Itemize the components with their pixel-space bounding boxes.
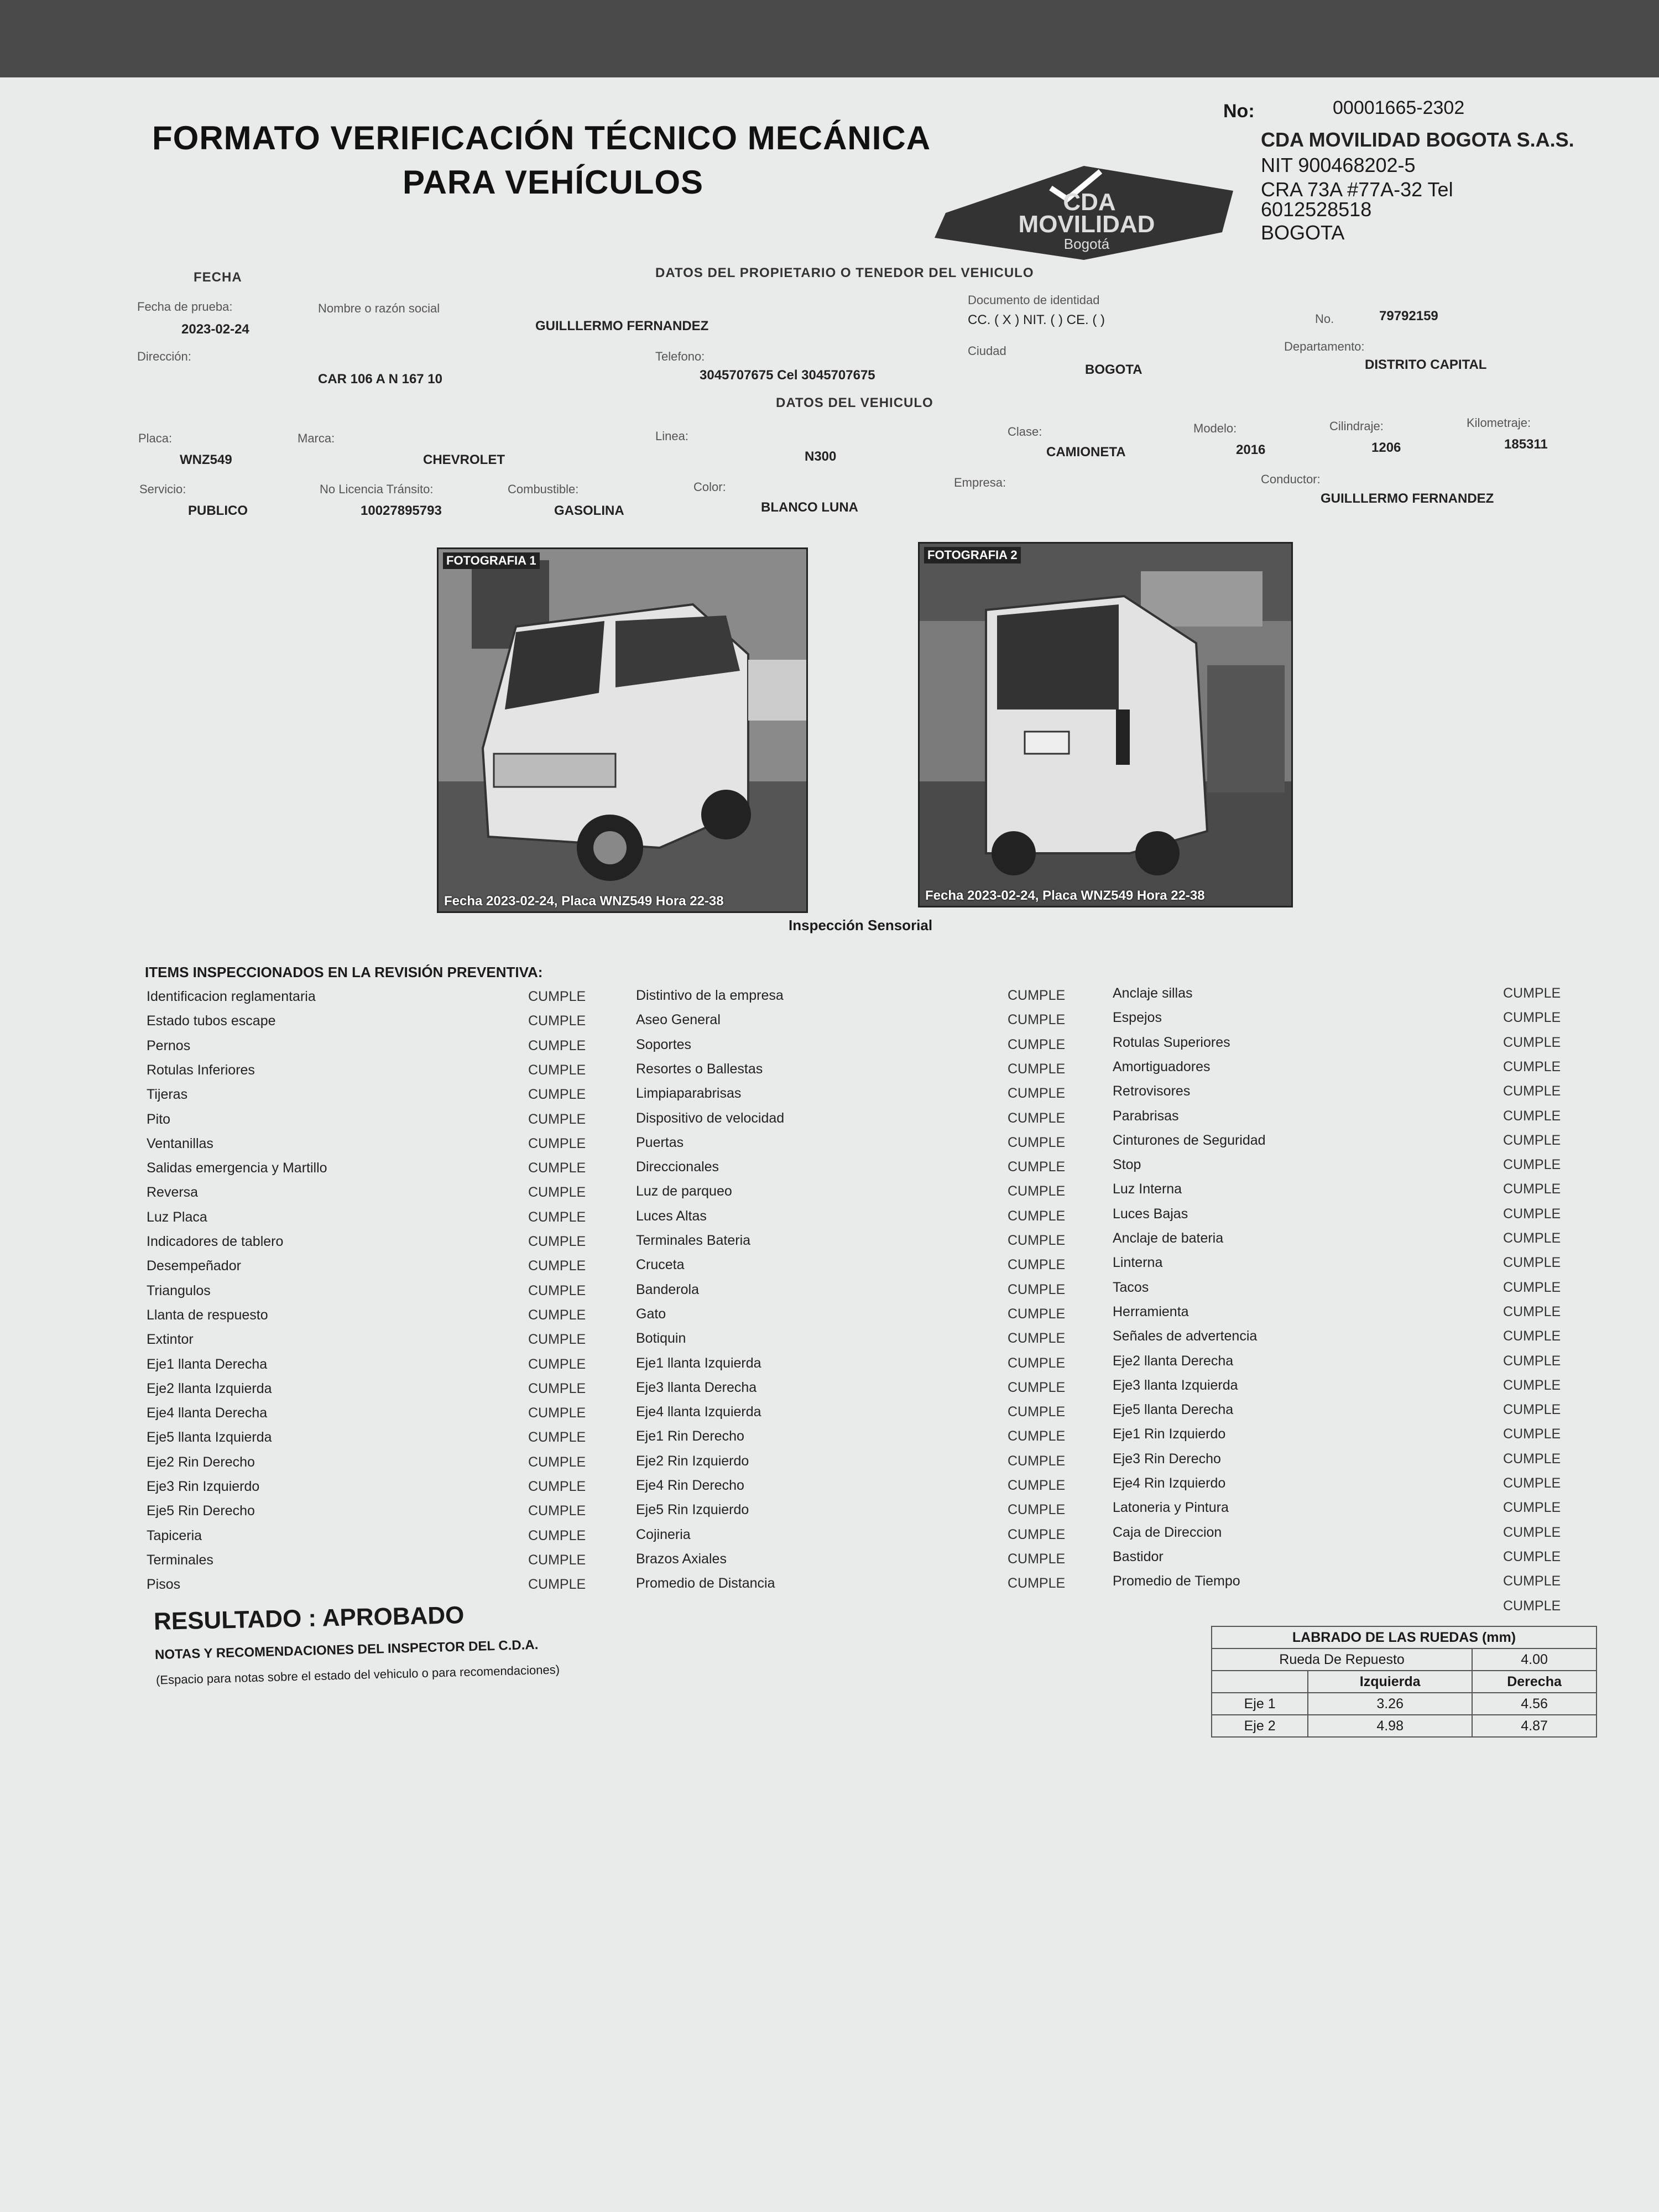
logo-text-bogota: Bogotá — [1063, 236, 1110, 252]
company-nit: NIT 900468202-5 — [1261, 154, 1416, 176]
inspection-status: CUMPLE — [1008, 1086, 1066, 1101]
modelo-label: Modelo: — [1193, 421, 1237, 435]
inspection-status: CUMPLE — [1503, 1010, 1561, 1025]
inspection-status: CUMPLE — [1503, 1328, 1561, 1344]
inspection-item: Triangulos — [147, 1283, 211, 1298]
inspection-status: CUMPLE — [528, 1332, 586, 1347]
inspection-item: Pisos — [147, 1577, 181, 1592]
inspection-item: Luces Altas — [636, 1208, 707, 1224]
inspection-item: Eje1 llanta Izquierda — [636, 1355, 761, 1371]
inspection-item: Luces Bajas — [1113, 1206, 1188, 1222]
inspection-item: Linterna — [1113, 1255, 1163, 1270]
van-front-image — [439, 549, 806, 911]
eje-izq-value: 4.98 — [1308, 1715, 1472, 1737]
eje-label: Eje 2 — [1212, 1715, 1308, 1737]
placa-value: WNZ549 — [180, 452, 232, 467]
inspection-item: Resortes o Ballestas — [636, 1061, 763, 1077]
no-value: 00001665-2302 — [1333, 97, 1465, 118]
inspection-status: CUMPLE — [1008, 1012, 1066, 1027]
inspection-status: CUMPLE — [1503, 1059, 1561, 1074]
telefono-label: Telefono: — [655, 349, 705, 363]
eje-label: Eje 1 — [1212, 1693, 1308, 1715]
inspection-status: CUMPLE — [1503, 1181, 1561, 1197]
inspeccion-sensorial: Inspección Sensorial — [789, 917, 933, 933]
servicio-value: PUBLICO — [188, 503, 248, 518]
inspection-status: CUMPLE — [1503, 1035, 1561, 1050]
inspection-status: CUMPLE — [528, 1381, 586, 1396]
cda-logo — [924, 166, 1250, 260]
title-line-1: FORMATO VERIFICACIÓN TÉCNICO MECÁNICA — [152, 119, 931, 156]
inspection-status: CUMPLE — [1008, 1551, 1066, 1567]
inspection-status: CUMPLE — [1008, 1453, 1066, 1469]
inspection-status: CUMPLE — [1008, 1404, 1066, 1420]
repuesto-label: Rueda De Repuesto — [1212, 1648, 1472, 1671]
inspection-status: CUMPLE — [528, 1357, 586, 1372]
modelo-value: 2016 — [1236, 442, 1266, 457]
photo-1-tag: FOTOGRAFIA 1 — [443, 552, 540, 569]
inspection-item: Caja de Direccion — [1113, 1525, 1222, 1540]
inspection-item: Eje3 llanta Derecha — [636, 1380, 757, 1395]
inspection-status: CUMPLE — [1503, 1280, 1561, 1295]
inspection-status: CUMPLE — [528, 1112, 586, 1127]
inspection-item: Eje5 Rin Izquierdo — [636, 1502, 749, 1517]
inspection-status: CUMPLE — [1008, 1110, 1066, 1126]
inspection-item: Promedio de Distancia — [636, 1575, 775, 1591]
inspection-item: Banderola — [636, 1282, 699, 1297]
inspection-item: Ventanillas — [147, 1136, 213, 1151]
inspection-item: Tapiceria — [147, 1528, 202, 1543]
inspection-item: Estado tubos escape — [147, 1013, 276, 1029]
resultado: RESULTADO : APROBADO — [153, 1601, 465, 1635]
inspection-item: Cojineria — [636, 1527, 691, 1542]
direccion-value: CAR 106 A N 167 10 — [318, 372, 442, 387]
inspection-status: CUMPLE — [1503, 1451, 1561, 1467]
inspection-status: CUMPLE — [1008, 988, 1066, 1003]
logo-text-movilidad: MOVILIDAD — [1018, 211, 1155, 238]
inspection-item: Eje3 Rin Izquierdo — [147, 1479, 260, 1494]
title-line-2: PARA VEHÍCULOS — [403, 164, 704, 201]
inspection-status: CUMPLE — [1503, 1378, 1561, 1393]
conductor-value: GUILLLERMO FERNANDEZ — [1321, 491, 1494, 506]
inspection-item: Pernos — [147, 1038, 191, 1053]
inspection-item: Eje4 llanta Izquierda — [636, 1404, 761, 1420]
inspection-status: CUMPLE — [1503, 1157, 1561, 1172]
conductor-label: Conductor: — [1261, 472, 1321, 486]
inspection-item: Espejos — [1113, 1010, 1162, 1025]
wheel-table-title: LABRADO DE LAS RUEDAS (mm) — [1212, 1626, 1597, 1648]
inspection-status: CUMPLE — [528, 1258, 586, 1274]
inspection-status: CUMPLE — [1503, 1255, 1561, 1270]
inspection-status: CUMPLE — [528, 1405, 586, 1421]
inspection-status: CUMPLE — [528, 1160, 586, 1176]
inspection-item: Direccionales — [636, 1159, 719, 1175]
company-phone: 6012528518 — [1261, 198, 1372, 221]
inspection-item: Eje5 llanta Derecha — [1113, 1402, 1234, 1417]
notas-espacio: (Espacio para notas sobre el estado del vehiculo o para recomendaciones) — [155, 1662, 560, 1687]
inspection-item: Tacos — [1113, 1280, 1149, 1295]
inspection-status: CUMPLE — [1008, 1478, 1066, 1493]
inspection-status: CUMPLE — [1503, 1573, 1561, 1589]
inspection-item: Promedio de Tiempo — [1113, 1573, 1240, 1589]
inspection-status: CUMPLE — [1503, 1525, 1561, 1540]
inspection-status: CUMPLE — [1503, 1304, 1561, 1319]
telefono-value: 3045707675 Cel 3045707675 — [700, 368, 875, 383]
izquierda-header: Izquierda — [1308, 1671, 1472, 1693]
inspection-item: Luz Interna — [1113, 1181, 1182, 1197]
photo-2-tag: FOTOGRAFIA 2 — [924, 547, 1021, 564]
inspection-status: CUMPLE — [1008, 1061, 1066, 1077]
no-label: No: — [1223, 101, 1255, 122]
inspection-item: Identificacion reglamentaria — [147, 989, 316, 1004]
ciudad-label: Ciudad — [968, 344, 1006, 358]
van-rear-image — [920, 544, 1291, 906]
combustible-value: GASOLINA — [554, 503, 624, 518]
inspection-status: CUMPLE — [1503, 1230, 1561, 1246]
inspection-status: CUMPLE — [1503, 1475, 1561, 1491]
inspection-item: Bastidor — [1113, 1549, 1164, 1564]
inspection-status: CUMPLE — [1008, 1135, 1066, 1150]
inspection-status: CUMPLE — [1008, 1428, 1066, 1444]
vehicle-photo-2 — [918, 542, 1293, 907]
inspection-status: CUMPLE — [1503, 1353, 1561, 1369]
inspection-status: CUMPLE — [528, 1577, 586, 1592]
inspection-item: Gato — [636, 1306, 666, 1322]
company-name: CDA MOVILIDAD BOGOTA S.A.S. — [1261, 128, 1574, 151]
inspection-status: CUMPLE — [528, 1552, 586, 1568]
kilometraje-label: Kilometraje: — [1467, 416, 1531, 430]
inspection-status: CUMPLE — [1008, 1306, 1066, 1322]
inspection-item: Retrovisores — [1113, 1083, 1191, 1099]
inspection-item: Eje1 Rin Derecho — [636, 1428, 744, 1444]
documento-types: CC. ( X ) NIT. ( ) CE. ( ) — [968, 312, 1105, 327]
inspection-item: Rotulas Inferiores — [147, 1062, 255, 1078]
inspection-status: CUMPLE — [1503, 1083, 1561, 1099]
inspection-status: CUMPLE — [1008, 1331, 1066, 1346]
empty-cell — [1212, 1671, 1308, 1693]
marca-label: Marca: — [298, 431, 335, 445]
inspection-title: ITEMS INSPECCIONADOS EN LA REVISIÓN PREVENTIVA: — [145, 964, 543, 980]
inspection-status: CUMPLE — [528, 1209, 586, 1225]
doc-no-label: No. — [1315, 312, 1334, 326]
cilindraje-value: 1206 — [1371, 440, 1401, 455]
inspection-status: CUMPLE — [1008, 1233, 1066, 1248]
inspection-status: CUMPLE — [1008, 1575, 1066, 1591]
inspection-item: Cruceta — [636, 1257, 685, 1272]
departamento-label: Departamento: — [1284, 340, 1365, 353]
kilometraje-value: 185311 — [1504, 437, 1548, 452]
inspection-item: Amortiguadores — [1113, 1059, 1211, 1074]
inspection-status: CUMPLE — [1008, 1037, 1066, 1052]
placa-label: Placa: — [138, 431, 173, 445]
licencia-value: 10027895793 — [361, 503, 442, 518]
empresa-label: Empresa: — [954, 476, 1006, 489]
inspection-item: Llanta de respuesto — [147, 1307, 268, 1323]
nombre-value: GUILLLERMO FERNANDEZ — [535, 319, 709, 333]
inspection-status: CUMPLE — [1503, 1133, 1561, 1148]
inspection-status: CUMPLE — [528, 1503, 586, 1519]
inspection-item: Eje3 llanta Izquierda — [1113, 1378, 1238, 1393]
inspection-item: Parabrisas — [1113, 1108, 1179, 1124]
fecha-title: FECHA — [194, 270, 242, 285]
fecha-prueba-label: Fecha de prueba: — [137, 300, 233, 314]
photo-2-caption: Fecha 2023-02-24, Placa WNZ549 Hora 22-38 — [925, 888, 1205, 903]
inspection-status: CUMPLE — [1008, 1159, 1066, 1175]
inspection-item: Rotulas Superiores — [1113, 1035, 1230, 1050]
inspection-item: Eje1 Rin Izquierdo — [1113, 1426, 1226, 1442]
inspection-status: CUMPLE — [1008, 1527, 1066, 1542]
inspection-item: Eje2 llanta Derecha — [1113, 1353, 1234, 1369]
inspection-item: Aseo General — [636, 1012, 721, 1027]
inspection-item: Salidas emergencia y Martillo — [147, 1160, 327, 1176]
inspection-item: Luz de parqueo — [636, 1183, 732, 1199]
notas-title: NOTAS Y RECOMENDACIONES DEL INSPECTOR DEL C.D.A. — [154, 1637, 539, 1663]
color-label: Color: — [693, 480, 726, 494]
inspection-status: CUMPLE — [528, 1013, 586, 1029]
inspection-item: Eje5 Rin Derecho — [147, 1503, 255, 1519]
company-city: BOGOTA — [1261, 221, 1345, 244]
inspection-status: CUMPLE — [528, 1283, 586, 1298]
documento-label: Documento de identidad — [968, 293, 1100, 307]
photo-1-caption: Fecha 2023-02-24, Placa WNZ549 Hora 22-38 — [444, 894, 724, 909]
inspection-item: Eje4 llanta Derecha — [147, 1405, 268, 1421]
company-address: CRA 73A #77A-32 Tel — [1261, 178, 1453, 201]
inspection-item: Eje4 Rin Izquierdo — [1113, 1475, 1226, 1491]
inspection-status: CUMPLE — [528, 1038, 586, 1053]
inspection-item: Eje3 Rin Derecho — [1113, 1451, 1221, 1467]
inspection-item: Brazos Axiales — [636, 1551, 727, 1567]
inspection-item: Distintivo de la empresa — [636, 988, 784, 1003]
inspection-item: Reversa — [147, 1185, 199, 1200]
vehicle-photo-1 — [437, 547, 808, 913]
inspection-status: CUMPLE — [528, 1062, 586, 1078]
inspection-status: CUMPLE — [528, 1307, 586, 1323]
inspection-status: CUMPLE — [1008, 1183, 1066, 1199]
clase-label: Clase: — [1008, 425, 1042, 439]
logo-text-cda: CDA — [1063, 189, 1116, 216]
inspection-item: Terminales — [147, 1552, 213, 1568]
inspection-item: Eje2 Rin Izquierdo — [636, 1453, 749, 1469]
clase-value: CAMIONETA — [1046, 445, 1126, 460]
inspection-item: Latoneria y Pintura — [1113, 1500, 1229, 1515]
color-value: BLANCO LUNA — [761, 500, 858, 515]
eje-izq-value: 3.26 — [1308, 1693, 1472, 1715]
inspection-item: Dispositivo de velocidad — [636, 1110, 785, 1126]
inspection-status: CUMPLE — [528, 1479, 586, 1494]
inspection-item: Soportes — [636, 1037, 692, 1052]
inspection-status: CUMPLE — [1503, 1500, 1561, 1515]
inspection-item: Eje1 llanta Derecha — [147, 1357, 268, 1372]
linea-value: N300 — [805, 449, 837, 464]
inspection-status: CUMPLE — [528, 1454, 586, 1470]
inspection-status: CUMPLE — [528, 1430, 586, 1445]
inspection-item: Cinturones de Seguridad — [1113, 1133, 1266, 1148]
inspection-status: CUMPLE — [1503, 1549, 1561, 1564]
inspection-item: Luz Placa — [147, 1209, 207, 1225]
inspection-status: CUMPLE — [528, 1136, 586, 1151]
inspection-item: Herramienta — [1113, 1304, 1189, 1319]
inspection-item: Desempeñador — [147, 1258, 241, 1274]
inspection-item: Eje2 Rin Derecho — [147, 1454, 255, 1470]
eje-der-value: 4.87 — [1472, 1715, 1597, 1737]
inspection-status: CUMPLE — [528, 989, 586, 1004]
cilindraje-label: Cilindraje: — [1329, 419, 1384, 433]
inspection-item: Anclaje de bateria — [1113, 1230, 1224, 1246]
servicio-label: Servicio: — [139, 482, 186, 496]
inspection-status: CUMPLE — [1008, 1380, 1066, 1395]
inspection-item: Tijeras — [147, 1087, 188, 1102]
eje-der-value: 4.56 — [1472, 1693, 1597, 1715]
combustible-label: Combustible: — [508, 482, 579, 496]
inspection-status: CUMPLE — [1008, 1355, 1066, 1371]
derecha-header: Derecha — [1472, 1671, 1597, 1693]
inspection-status: CUMPLE — [1008, 1208, 1066, 1224]
vehicle-section-title: DATOS DEL VEHICULO — [776, 395, 933, 410]
inspection-item: Anclaje sillas — [1113, 985, 1193, 1001]
inspection-item: Extintor — [147, 1332, 194, 1347]
inspection-status: CUMPLE — [528, 1185, 586, 1200]
inspection-item: Stop — [1113, 1157, 1141, 1172]
inspection-status: CUMPLE — [1008, 1282, 1066, 1297]
nombre-label: Nombre o razón social — [318, 301, 440, 315]
repuesto-value: 4.00 — [1472, 1648, 1597, 1671]
linea-label: Linea: — [655, 429, 688, 443]
inspection-status: CUMPLE — [1008, 1502, 1066, 1517]
inspection-item: Terminales Bateria — [636, 1233, 751, 1248]
wheel-row — [1212, 1693, 1597, 1715]
inspection-status: CUMPLE — [1503, 1402, 1561, 1417]
inspection-status: CUMPLE — [1503, 1206, 1561, 1222]
inspection-status: CUMPLE — [528, 1087, 586, 1102]
inspection-item: Botiquin — [636, 1331, 686, 1346]
ciudad-value: BOGOTA — [1085, 362, 1142, 377]
inspection-status: CUMPLE — [1503, 1426, 1561, 1442]
inspection-item: Limpiaparabrisas — [636, 1086, 742, 1101]
owner-section-title: DATOS DEL PROPIETARIO O TENEDOR DEL VEHICULO — [655, 265, 1034, 280]
inspection-status: CUMPLE — [528, 1528, 586, 1543]
fecha-prueba-value: 2023-02-24 — [181, 322, 249, 337]
licencia-label: No Licencia Tránsito: — [320, 482, 434, 496]
inspection-item: Indicadores de tablero — [147, 1234, 284, 1249]
doc-no-value: 79792159 — [1379, 309, 1438, 324]
wheel-tread-table — [1211, 1626, 1597, 1738]
marca-value: CHEVROLET — [423, 452, 505, 467]
inspection-item: Eje5 llanta Izquierda — [147, 1430, 272, 1445]
inspection-item: Pito — [147, 1112, 171, 1127]
inspection-item: Eje2 llanta Izquierda — [147, 1381, 272, 1396]
inspection-item: Puertas — [636, 1135, 684, 1150]
departamento-value: DISTRITO CAPITAL — [1365, 357, 1487, 372]
direccion-label: Dirección: — [137, 349, 191, 363]
inspection-item: Eje4 Rin Derecho — [636, 1478, 744, 1493]
wheel-row — [1212, 1715, 1597, 1737]
inspection-status: CUMPLE — [1503, 985, 1561, 1001]
inspection-status: CUMPLE — [1503, 1598, 1561, 1614]
document-page — [0, 77, 1659, 2212]
inspection-status: CUMPLE — [528, 1234, 586, 1249]
inspection-status: CUMPLE — [1008, 1257, 1066, 1272]
inspection-item: Señales de advertencia — [1113, 1328, 1258, 1344]
inspection-status: CUMPLE — [1503, 1108, 1561, 1124]
